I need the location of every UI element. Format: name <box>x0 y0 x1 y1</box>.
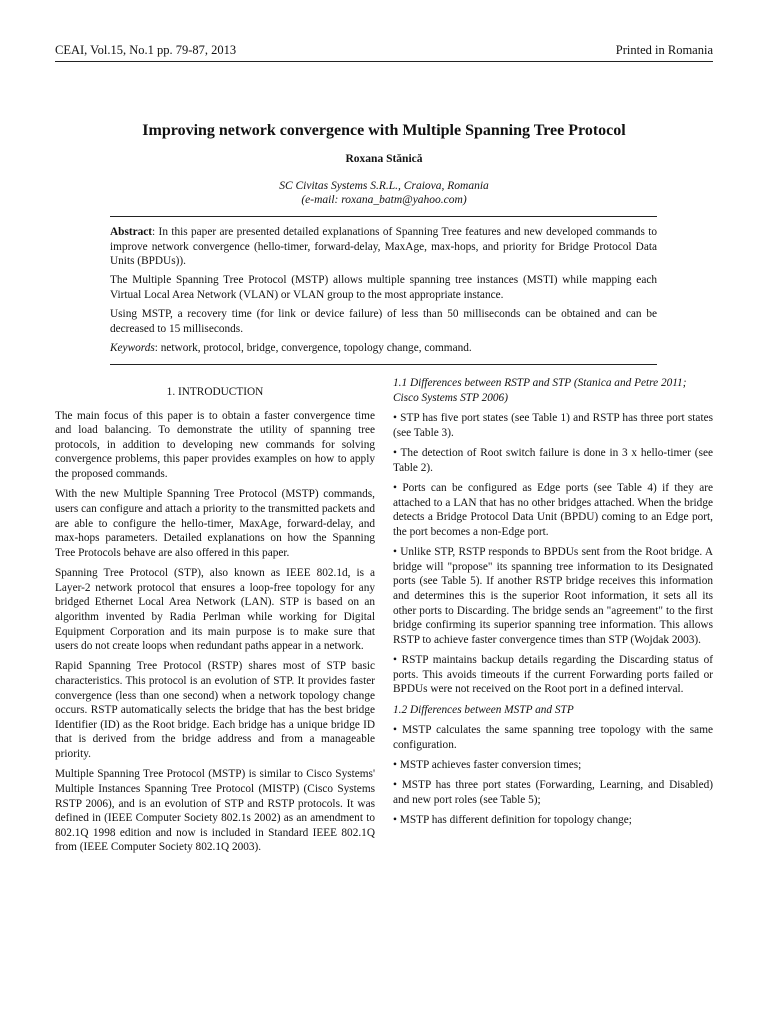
abstract-paragraph-3: Using MSTP, a recovery time (for link or device failure) of less than 50 milliseconds can be obtained and can be decreased to 15 milliseconds. <box>110 307 657 335</box>
subsection-heading-rstp-stp: 1.1 Differences between RSTP and STP (Stanica and Petre 2011; Cisco Systems STP 2006) <box>393 377 687 404</box>
author-name: Roxana Stănică <box>345 153 423 165</box>
print-location: Printed in Romania <box>615 43 713 57</box>
bullet-item: • MSTP has three port states (Forwarding, Learning, and Disabled) and new port roles (see Table 5); <box>393 779 713 807</box>
intro-paragraph: With the new Multiple Spanning Tree Protocol (MSTP) commands, users can configure and attach a priority to the transmitted packets and are able to configure the hello-timer, MaxAge, forward-delay, and max-hops parameters. Detailed explanations on how the Spanning Tree Protocols behave are also offered in this paper. <box>55 488 375 559</box>
intro-paragraph: Rapid Spanning Tree Protocol (RSTP) shares most of STP basic characteristics. This protocol is an evolution of STP. It provides faster convergence (less than one second) when a network topology change occurs. RSTP automatically selects the bridge that has the best bridge Identifier (ID) as the Root bridge. Each bridge has a unique bridge ID that is derived from the bridge address and from a manageable priority. <box>55 660 375 761</box>
bullet-item: • RSTP maintains backup details regarding the Discarding status of ports. This avoids timeouts if the current Forwarding ports failed or BPDUs were not received on the Root port in a defined interval. <box>393 654 713 696</box>
bullet-item: • The detection of Root switch failure is done in 3 x hello-timer (see Table 2). <box>393 446 713 474</box>
abstract-paragraph-1: Abstract: In this paper are presented detailed explanations of Spanning Tree features and new developed commands to improve network convergence (hello-timer, forward-delay, MaxAge, max-hops, and priority for Bridge Protocol Data Units (BPDUs)). <box>110 226 657 268</box>
intro-paragraph: Multiple Spanning Tree Protocol (MSTP) is similar to Cisco Systems' Multiple Instances Spanning Tree Protocol (MISTP) (Cisco Systems RSTP 2006), and is an evolution of STP and RSTP protocols. It was defined in (IEEE Computer Society 802.1s 2002) as an amendment to 802.1Q 1998 edition and now is included in Standard IEEE 802.1Q from (IEEE Computer Society 802.1Q 2003). <box>55 768 375 854</box>
bullet-item: • Unlike STP, RSTP responds to BPDUs sent from the Root bridge. A bridge will "propose" its spanning tree information to its Designated ports (see Table 5). If another RSTP bridge receives this information and determines this is the superior Root information, it sets all its other ports to Discarding. The bridge sends an "agreement" to the first bridge confirming its superior spanning tree information. This allows RSTP to achieve faster convergence times than STP (Wojdak 2003). <box>393 546 713 646</box>
bullet-item: • MSTP calculates the same spanning tree topology with the same configuration. <box>393 724 713 751</box>
journal-citation: CEAI, Vol.15, No.1 pp. 79-87, 2013 <box>55 43 237 57</box>
keywords: Keywords: network, protocol, bridge, convergence, topology change, command. <box>110 341 472 354</box>
section-heading-introduction: 1. INTRODUCTION <box>166 386 264 398</box>
header-rule <box>55 61 713 62</box>
intro-paragraph: The main focus of this paper is to obtain a faster convergence time and load balancing. To demonstrate the utility of spanning tree protocols, in addition to developing new commands for solving convergence problems, this paper provides examples on how to apply the proposed commands. <box>55 409 375 480</box>
left-column <box>55 376 375 861</box>
bullet-item: • Ports can be configured as Edge ports (see Table 4) if they are attached to a LAN that has no other bridges attached. When the bridge detects a Bridge Protocol Data Unit (BPDU) coming to an Edge port, the port becomes a non-Edge port. <box>393 481 713 538</box>
bullet-item: • STP has five port states (see Table 1) and RSTP has three port states (see Table 3). <box>393 411 713 439</box>
intro-paragraph: Spanning Tree Protocol (STP), also known as IEEE 802.1d, is a Layer-2 network protocol that ensures a loop-free topology for any bridged Ethernet Local Area Network (LAN). STP is based on an algorithm invented by Radia Perlman while working for Digital Equipment Corporation and its main purpose is to make sure that users do not create loops when redundant paths appear in a network. <box>55 567 375 653</box>
affiliation <box>55 179 713 207</box>
keywords-label: Keywords <box>110 341 155 354</box>
affiliation-line-1: SC Civitas Systems S.R.L., Craiova, Romania <box>279 180 489 192</box>
abstract-label: Abstract <box>110 226 153 238</box>
abstract-paragraph-2: The Multiple Spanning Tree Protocol (MSTP) allows multiple spanning tree instances (MSTI) while mapping each Virtual Local Area Network (VLAN) or VLAN group to the most appropriate instance. <box>110 274 657 301</box>
bullet-item: • MSTP achieves faster conversion times; <box>393 759 582 772</box>
affiliation-email: (e-mail: roxana_batm@yahoo.com) <box>301 194 467 206</box>
right-column <box>393 376 713 834</box>
bullet-item: • MSTP has different definition for topology change; <box>393 814 632 827</box>
paper-title: Improving network convergence with Multiple Spanning Tree Protocol <box>142 122 626 139</box>
abstract-box <box>110 216 657 365</box>
subsection-heading-mstp-stp: 1.2 Differences between MSTP and STP <box>393 703 574 716</box>
